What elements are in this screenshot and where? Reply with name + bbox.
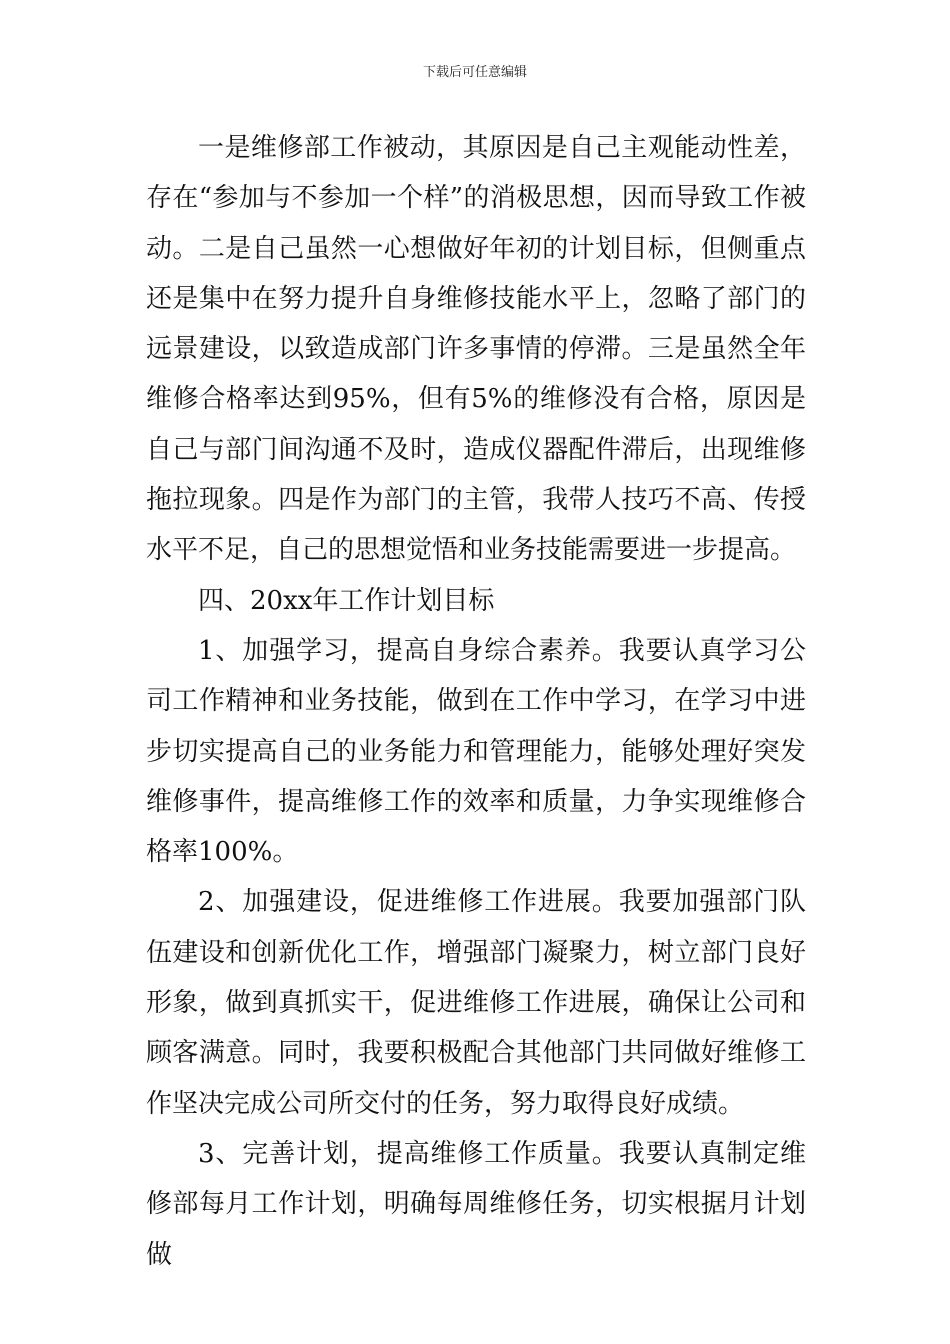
paragraph-plan-2: 2、加强建设，促进维修工作进展。我要加强部门队伍建设和创新优化工作，增强部门凝聚力，树立部门良好形象，做到真抓实干，促进维修工作进展，确保让公司和顾客满意。同时，我要积极配合其他部门共同做好维修工作坚决完成公司所交付的任务，努力取得良好成绩。 [146, 887, 806, 1119]
page-header: 下载后可任意编辑 [422, 65, 527, 80]
paragraph-plan-3: 3、完善计划，提高维修工作质量。我要认真制定维修部每月工作计划，明确每周维修任务，切实根据月计划做 [146, 1138, 806, 1270]
document-body [146, 123, 806, 1280]
paragraph-problems: 一是维修部工作被动，其原因是自己主观能动性差，存在“参加与不参加一个样”的消极思想，因而导致工作被动。二是自己虽然一心想做好年初的计划目标，但侧重点还是集中在努力提升自身维修技能水平上，忽略了部门的远景建设，以致造成部门许多事情的停滞。三是虽然全年维修合格率达到95%，但有5%的维修没有合格，原因是自己与部门间沟通不及时，造成仪器配件滞后，出现维修拖拉现象。四是作为部门的主管，我带人技巧不高、传授水平不足，自己的思想觉悟和业务技能需要进一步提高。 [146, 133, 806, 566]
paragraph-plan-1: 1、加强学习，提高自身综合素养。我要认真学习公司工作精神和业务技能，做到在工作中学习，在学习中进步切实提高自己的业务能力和管理能力，能够处理好突发维修事件，提高维修工作的效率和质量，力争实现维修合格率100%。 [146, 635, 806, 868]
section-heading-plan: 四、20xx年工作计划目标 [198, 585, 495, 616]
